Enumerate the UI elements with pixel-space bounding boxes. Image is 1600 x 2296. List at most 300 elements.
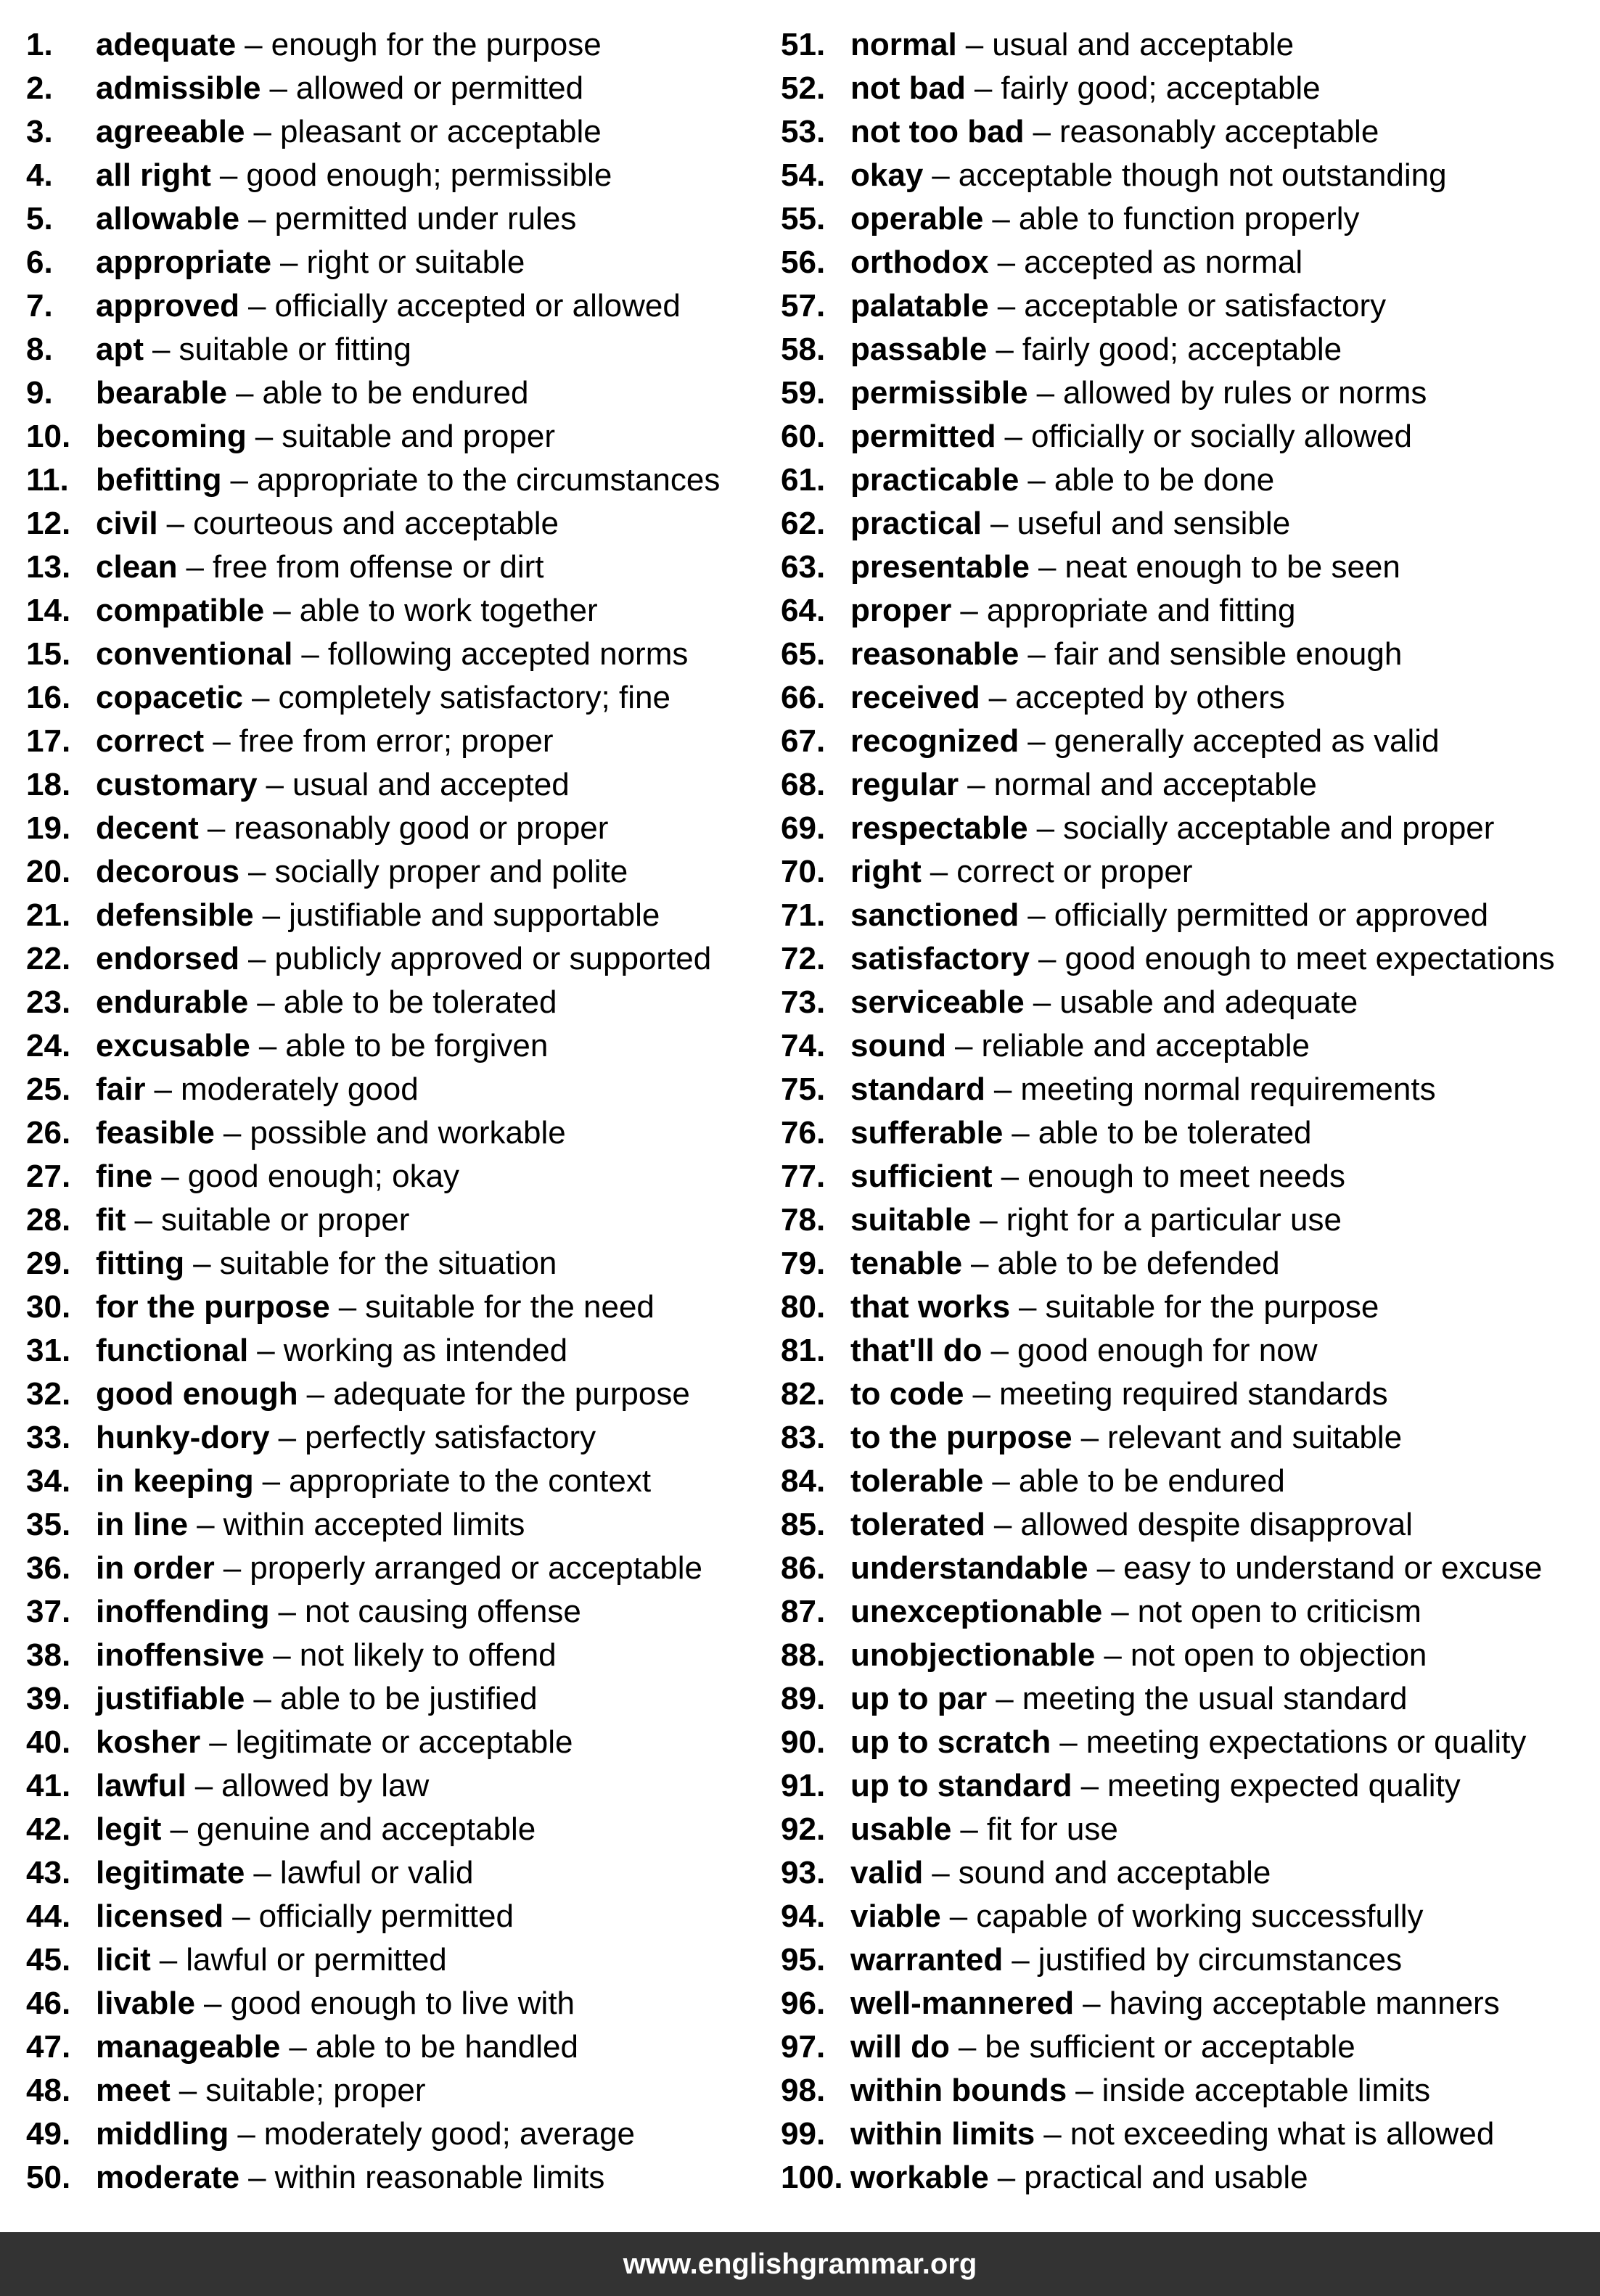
list-item — [781, 458, 1586, 502]
list-item — [781, 371, 1586, 415]
entry-word: received — [850, 680, 980, 715]
word-list-right-column — [781, 23, 1586, 2200]
entry-word: licensed — [96, 1898, 224, 1934]
entry-number: 36. — [26, 1550, 71, 1586]
entry-word: to code — [850, 1376, 964, 1412]
entry-word: sanctioned — [850, 897, 1020, 933]
entry-number: 5. — [26, 201, 53, 236]
list-item — [26, 1677, 781, 1721]
entry-number: 53. — [781, 114, 826, 149]
entry-number: 96. — [781, 1986, 826, 2021]
entry-separator: – — [1080, 1420, 1099, 1455]
entry-separator: – — [193, 1246, 211, 1281]
entry-separator: – — [1012, 1115, 1030, 1151]
entry-number: 88. — [781, 1637, 826, 1673]
entry-word: viable — [850, 1898, 941, 1934]
list-item — [26, 589, 781, 633]
entry-word: workable — [850, 2160, 989, 2195]
entry-number: 99. — [781, 2116, 826, 2152]
list-item — [781, 1198, 1586, 1242]
list-item — [781, 1155, 1586, 1198]
entry-number: 69. — [781, 810, 826, 846]
entry-word: all right — [96, 157, 211, 193]
entry-word: in keeping — [96, 1463, 254, 1499]
entry-number: 52. — [781, 70, 826, 106]
list-item — [26, 1764, 781, 1808]
entry-definition: acceptable though not outstanding — [958, 157, 1447, 193]
entry-definition: within accepted limits — [223, 1507, 525, 1542]
entry-word: bearable — [96, 375, 227, 411]
entry-number: 84. — [781, 1463, 826, 1499]
entry-word: customary — [96, 767, 258, 802]
entry-number: 41. — [26, 1768, 71, 1803]
entry-definition: completely satisfactory; fine — [278, 680, 670, 715]
list-item — [781, 1808, 1586, 1851]
entry-separator: – — [166, 506, 185, 541]
entry-word: copacetic — [96, 680, 243, 715]
entry-definition: lawful or valid — [279, 1855, 474, 1890]
entry-number: 91. — [781, 1768, 826, 1803]
entry-word: endorsed — [96, 941, 240, 976]
entry-word: that works — [850, 1289, 1011, 1325]
entry-word: within limits — [850, 2116, 1035, 2152]
word-list-left-column — [26, 23, 781, 2200]
entry-word: defensible — [96, 897, 254, 933]
entry-word: presentable — [850, 549, 1030, 585]
list-item — [26, 981, 781, 1024]
entry-separator: – — [280, 244, 298, 280]
entry-definition: correct or proper — [956, 854, 1193, 889]
entry-word: sufferable — [850, 1115, 1004, 1151]
entry-word: middling — [96, 2116, 229, 2152]
entry-number: 15. — [26, 636, 71, 672]
entry-separator: – — [251, 680, 270, 715]
entry-definition: officially permitted — [258, 1898, 514, 1934]
list-item — [781, 589, 1586, 633]
entry-word: kosher — [96, 1724, 201, 1760]
entry-number: 24. — [26, 1028, 71, 1063]
entry-word: correct — [96, 723, 205, 759]
entry-separator: – — [997, 244, 1016, 280]
entry-separator: – — [253, 1855, 271, 1890]
list-item — [26, 197, 781, 241]
entry-number: 82. — [781, 1376, 826, 1412]
entry-definition: able to be tolerated — [283, 984, 557, 1020]
list-item — [781, 937, 1586, 981]
entry-definition: able to be tolerated — [1038, 1115, 1312, 1151]
entry-word: practical — [850, 506, 982, 541]
entry-separator: – — [258, 1028, 277, 1063]
entry-number: 89. — [781, 1681, 826, 1716]
entry-definition: reasonably acceptable — [1059, 114, 1379, 149]
entry-separator: – — [932, 1855, 950, 1890]
entry-definition: good enough for now — [1017, 1333, 1318, 1368]
entry-definition: publicly approved or supported — [274, 941, 712, 976]
list-item — [26, 1373, 781, 1416]
entry-definition: capable of working successfully — [976, 1898, 1424, 1934]
entry-definition: officially permitted or approved — [1054, 897, 1489, 933]
entry-definition: able to be done — [1054, 462, 1275, 498]
list-item — [781, 546, 1586, 589]
list-item — [781, 1329, 1586, 1373]
entry-number: 76. — [781, 1115, 826, 1151]
list-item — [26, 2069, 781, 2112]
entry-word: manageable — [96, 2029, 281, 2065]
entry-number: 54. — [781, 157, 826, 193]
entry-number: 63. — [781, 549, 826, 585]
entry-definition: not likely to offend — [299, 1637, 557, 1673]
entry-word: recognized — [850, 723, 1020, 759]
entry-number: 35. — [26, 1507, 71, 1542]
entry-number: 9. — [26, 375, 53, 411]
entry-definition: enough for the purpose — [271, 27, 602, 62]
entry-word: fit — [96, 1202, 126, 1238]
entry-separator: – — [186, 549, 204, 585]
entry-word: right — [850, 854, 922, 889]
entry-number: 68. — [781, 767, 826, 802]
list-item — [781, 1851, 1586, 1895]
list-item — [781, 1024, 1586, 1068]
list-item — [781, 1068, 1586, 1111]
entry-number: 49. — [26, 2116, 71, 2152]
entry-number: 42. — [26, 1811, 71, 1847]
entry-number: 85. — [781, 1507, 826, 1542]
entry-word: palatable — [850, 288, 989, 324]
entry-separator: – — [203, 1986, 222, 2021]
entry-separator: – — [266, 767, 284, 802]
entry-separator: – — [1012, 1942, 1030, 1978]
entry-definition: meeting the usual standard — [1022, 1681, 1408, 1716]
entry-number: 71. — [781, 897, 826, 933]
entry-separator: – — [209, 1724, 227, 1760]
entry-number: 73. — [781, 984, 826, 1020]
entry-definition: allowed by law — [221, 1768, 430, 1803]
entry-number: 1. — [26, 27, 53, 62]
entry-separator: – — [152, 332, 171, 367]
entry-separator: – — [1001, 1159, 1020, 1194]
entry-separator: – — [980, 1202, 998, 1238]
entry-word: good enough — [96, 1376, 298, 1412]
list-item — [26, 371, 781, 415]
list-item — [26, 894, 781, 937]
entry-separator: – — [235, 375, 254, 411]
entry-definition: not open to objection — [1130, 1637, 1427, 1673]
entry-definition: permitted under rules — [274, 201, 577, 236]
entry-number: 72. — [781, 941, 826, 976]
entry-definition: generally accepted as valid — [1054, 723, 1440, 759]
entry-number: 6. — [26, 244, 53, 280]
entry-word: meet — [96, 2073, 171, 2108]
list-item — [781, 154, 1586, 197]
entry-separator: – — [1080, 1768, 1099, 1803]
entry-separator: – — [932, 157, 950, 193]
entry-definition: legitimate or acceptable — [235, 1724, 573, 1760]
entry-word: regular — [850, 767, 959, 802]
entry-separator: – — [248, 2160, 266, 2195]
entry-definition: appropriate to the context — [289, 1463, 652, 1499]
entry-word: approved — [96, 288, 240, 324]
list-item — [781, 241, 1586, 284]
entry-word: not bad — [850, 70, 966, 106]
entry-separator: – — [248, 854, 266, 889]
entry-word: inoffending — [96, 1594, 270, 1629]
entry-number: 27. — [26, 1159, 71, 1194]
entry-word: admissible — [96, 70, 261, 106]
list-item — [781, 67, 1586, 110]
list-item — [781, 1634, 1586, 1677]
list-item — [781, 1895, 1586, 1938]
entry-number: 55. — [781, 201, 826, 236]
list-item — [26, 1590, 781, 1634]
entry-definition: good enough to live with — [230, 1986, 575, 2021]
entry-definition: able to be handled — [315, 2029, 578, 2065]
entry-separator: – — [1075, 2073, 1094, 2108]
entry-word: fair — [96, 1071, 146, 1107]
entry-definition: possible and workable — [250, 1115, 566, 1151]
entry-definition: usable and adequate — [1059, 984, 1358, 1020]
entry-number: 7. — [26, 288, 53, 324]
entry-number: 93. — [781, 1855, 826, 1890]
list-item — [781, 1503, 1586, 1547]
entry-definition: sound and acceptable — [958, 1855, 1271, 1890]
entry-number: 32. — [26, 1376, 71, 1412]
entry-separator: – — [223, 1550, 242, 1586]
entry-number: 92. — [781, 1811, 826, 1847]
list-item — [781, 633, 1586, 676]
list-item — [26, 458, 781, 502]
entry-number: 19. — [26, 810, 71, 846]
entry-definition: free from offense or dirt — [213, 549, 544, 585]
list-item — [781, 1460, 1586, 1503]
list-item — [26, 720, 781, 763]
entry-separator: – — [972, 1376, 990, 1412]
entry-separator: – — [1038, 941, 1057, 976]
entry-word: usable — [850, 1811, 952, 1847]
entry-separator: – — [278, 1420, 297, 1455]
entry-definition: fairly good; acceptable — [1022, 332, 1342, 367]
entry-definition: accepted by others — [1015, 680, 1285, 715]
entry-separator: – — [207, 810, 226, 846]
entry-definition: adequate for the purpose — [333, 1376, 690, 1412]
entry-number: 13. — [26, 549, 71, 585]
entry-separator: – — [954, 1028, 973, 1063]
entry-word: apt — [96, 332, 144, 367]
entry-word: unobjectionable — [850, 1637, 1096, 1673]
entry-word: compatible — [96, 593, 265, 628]
entry-definition: suitable for the situation — [219, 1246, 557, 1281]
entry-separator: – — [996, 1681, 1014, 1716]
entry-number: 39. — [26, 1681, 71, 1716]
list-item — [781, 1677, 1586, 1721]
entry-definition: justified by circumstances — [1038, 1942, 1403, 1978]
list-item — [781, 1373, 1586, 1416]
entry-word: agreeable — [96, 114, 245, 149]
list-item — [781, 1590, 1586, 1634]
entry-separator: – — [338, 1289, 357, 1325]
entry-number: 78. — [781, 1202, 826, 1238]
entry-word: serviceable — [850, 984, 1025, 1020]
entry-word: permitted — [850, 419, 996, 454]
entry-word: orthodox — [850, 244, 989, 280]
entry-number: 11. — [26, 462, 69, 498]
footer-banner — [0, 2232, 1600, 2296]
entry-number: 80. — [781, 1289, 826, 1325]
entry-word: excusable — [96, 1028, 250, 1063]
entry-number: 47. — [26, 2029, 71, 2065]
list-item — [26, 1198, 781, 1242]
list-item — [26, 23, 781, 67]
footer-url: www.englishgrammar.org — [623, 2248, 977, 2280]
entry-separator: – — [223, 1115, 242, 1151]
entry-word: passable — [850, 332, 988, 367]
entry-definition: suitable or fitting — [179, 332, 411, 367]
entry-definition: right for a particular use — [1006, 1202, 1342, 1238]
entry-definition: genuine and acceptable — [196, 1811, 536, 1847]
entry-definition: fit for use — [986, 1811, 1118, 1847]
entry-number: 46. — [26, 1986, 71, 2021]
entry-definition: reliable and acceptable — [981, 1028, 1310, 1063]
entry-definition: meeting expectations or quality — [1086, 1724, 1527, 1760]
entry-definition: practical and usable — [1024, 2160, 1308, 2195]
entry-word: becoming — [96, 419, 247, 454]
entry-definition: free from error; proper — [239, 723, 554, 759]
entry-number: 94. — [781, 1898, 826, 1934]
entry-separator: – — [1027, 897, 1046, 933]
entry-word: hunky-dory — [96, 1420, 270, 1455]
entry-number: 22. — [26, 941, 71, 976]
entry-separator: – — [262, 897, 281, 933]
entry-word: in line — [96, 1507, 189, 1542]
entry-word: fitting — [96, 1246, 185, 1281]
entry-word: proper — [850, 593, 952, 628]
entry-separator: – — [1043, 2116, 1062, 2152]
entry-number: 8. — [26, 332, 53, 367]
entry-separator: – — [1083, 1986, 1101, 2021]
entry-separator: – — [988, 680, 1007, 715]
list-item — [26, 1895, 781, 1938]
entry-separator: – — [1019, 1289, 1037, 1325]
entry-number: 75. — [781, 1071, 826, 1107]
entry-word: standard — [850, 1071, 985, 1107]
entry-definition: be sufficient or acceptable — [985, 2029, 1355, 2065]
entry-number: 77. — [781, 1159, 826, 1194]
entry-number: 87. — [781, 1594, 826, 1629]
list-item — [26, 1851, 781, 1895]
entry-definition: able to be forgiven — [285, 1028, 549, 1063]
entry-word: understandable — [850, 1550, 1088, 1586]
list-item — [26, 1155, 781, 1198]
entry-number: 48. — [26, 2073, 71, 2108]
entry-separator: – — [306, 1376, 325, 1412]
list-item — [781, 415, 1586, 458]
entry-separator: – — [237, 2116, 255, 2152]
list-item — [26, 1285, 781, 1329]
list-item — [26, 1808, 781, 1851]
entry-number: 38. — [26, 1637, 71, 1673]
entry-definition: justifiable and supportable — [289, 897, 660, 933]
entry-separator: – — [230, 462, 248, 498]
list-item — [781, 1111, 1586, 1155]
entry-definition: able to work together — [299, 593, 598, 628]
entry-word: that'll do — [850, 1333, 982, 1368]
entry-definition: moderately good — [180, 1071, 419, 1107]
entry-word: practicable — [850, 462, 1020, 498]
entry-word: not too bad — [850, 114, 1025, 149]
entry-separator: – — [960, 1811, 978, 1847]
entry-separator: – — [1038, 549, 1057, 585]
entry-separator: – — [1036, 375, 1055, 411]
entry-word: decent — [96, 810, 199, 846]
entry-word: adequate — [96, 27, 237, 62]
entry-separator: – — [960, 593, 978, 628]
entry-word: civil — [96, 506, 158, 541]
entry-definition: good enough to meet expectations — [1064, 941, 1555, 976]
entry-separator: – — [273, 1637, 291, 1673]
entry-separator: – — [245, 27, 263, 62]
entry-separator: – — [990, 1333, 1009, 1368]
entry-number: 79. — [781, 1246, 826, 1281]
entry-number: 65. — [781, 636, 826, 672]
entry-definition: able to function properly — [1018, 201, 1360, 236]
entry-definition: able to be endured — [1018, 1463, 1285, 1499]
entry-separator: – — [248, 288, 266, 324]
list-item — [781, 1285, 1586, 1329]
list-item — [26, 1242, 781, 1285]
entry-separator: – — [301, 636, 319, 672]
entry-definition: usual and accepted — [292, 767, 570, 802]
entry-separator: – — [1027, 723, 1046, 759]
entry-separator: – — [1036, 810, 1055, 846]
entry-number: 3. — [26, 114, 53, 149]
entry-number: 37. — [26, 1594, 71, 1629]
entry-number: 43. — [26, 1855, 71, 1890]
entry-word: up to standard — [850, 1768, 1072, 1803]
entry-number: 23. — [26, 984, 71, 1020]
entry-separator: – — [965, 27, 984, 62]
list-item — [781, 894, 1586, 937]
list-item — [26, 2025, 781, 2069]
entry-definition: suitable for the purpose — [1045, 1289, 1379, 1325]
entry-separator: – — [992, 1463, 1010, 1499]
entry-number: 70. — [781, 854, 826, 889]
entry-definition: having acceptable manners — [1109, 1986, 1500, 2021]
entry-definition: meeting expected quality — [1107, 1768, 1461, 1803]
entry-separator: – — [262, 1463, 281, 1499]
entry-number: 81. — [781, 1333, 826, 1368]
entry-definition: able to be defended — [997, 1246, 1280, 1281]
entry-word: reasonable — [850, 636, 1020, 672]
entry-definition: courteous and acceptable — [193, 506, 559, 541]
entry-word: within bounds — [850, 2073, 1067, 2108]
list-item — [26, 1634, 781, 1677]
entry-number: 2. — [26, 70, 53, 106]
entry-number: 26. — [26, 1115, 71, 1151]
entry-number: 60. — [781, 419, 826, 454]
entry-number: 31. — [26, 1333, 71, 1368]
list-item — [781, 1982, 1586, 2025]
entry-definition: appropriate and fitting — [986, 593, 1296, 628]
entry-word: up to par — [850, 1681, 988, 1716]
entry-separator: – — [949, 1898, 968, 1934]
entry-word: permissible — [850, 375, 1028, 411]
entry-separator: – — [170, 1811, 188, 1847]
entry-separator: – — [992, 201, 1010, 236]
entry-definition: good enough; okay — [187, 1159, 460, 1194]
entry-definition: inside acceptable limits — [1101, 2073, 1431, 2108]
entry-word: up to scratch — [850, 1724, 1051, 1760]
entry-separator: – — [1027, 462, 1046, 498]
entry-word: moderate — [96, 2160, 240, 2195]
